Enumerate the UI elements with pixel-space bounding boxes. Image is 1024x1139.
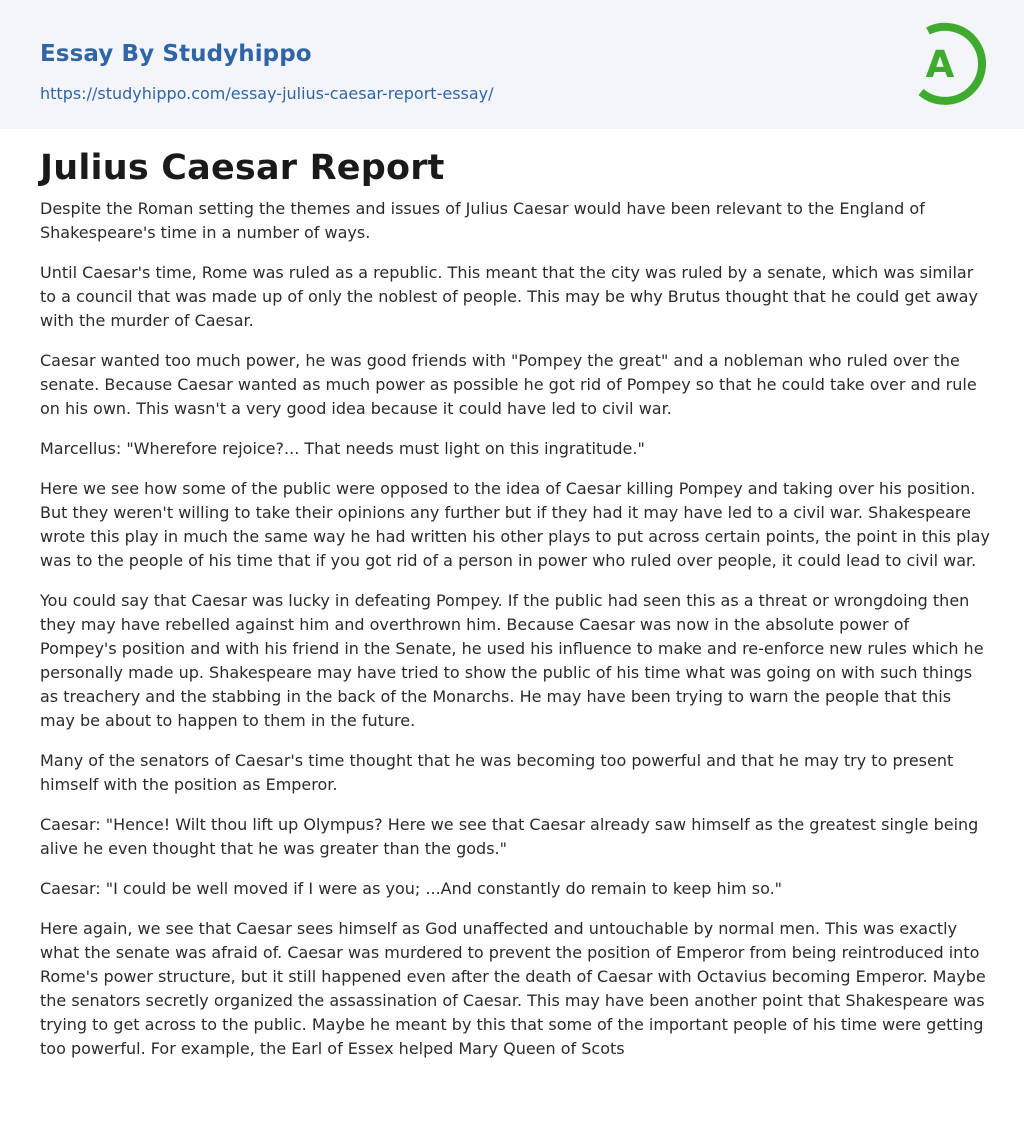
article-paragraph: Here again, we see that Caesar sees himself as God unaffected and untouchable by normal men. This was exactly what the senate was afraid of. Caesar was murdered to prevent the position of Emperor from being reintroduced into Rome's power structure, but it still happened even after the death of Caesar with Octavius becoming Emperor. Maybe the senators secretly organized the assassination of Caesar. This may have been another point that Shakespeare was trying to get across to the public. Maybe he meant by this that some of the important people of his time were getting too powerful. For example, the Earl of Essex helped Mary Queen of Scots (40, 919, 986, 1058)
article-paragraph: Many of the senators of Caesar's time thought that he was becoming too powerful and that he may try to present himself with the position as Emperor. (40, 751, 954, 794)
page-title: Julius Caesar Report (40, 148, 445, 188)
article-paragraph: Here we see how some of the public were opposed to the idea of Caesar killing Pompey and taking over his position. But they weren't willing to take their opinions any further but if they had it may have led to a civil war. Shakespeare wrote this play in much the same way he had written his other plays to put across certain points, the point in this play was to the people of his time that if you got rid of a person in power who ruled over people, it could lead to civil war. (40, 479, 990, 570)
article-paragraph: Until Caesar's time, Rome was ruled as a republic. This meant that the city was ruled by a senate, which was similar to a council that was made up of only the noblest of people. This may be why Brutus thought that he could get away with the murder of Caesar. (40, 263, 978, 330)
article-paragraph: Despite the Roman setting the themes and issues of Julius Caesar would have been relevant to the England of Shakespeare's time in a number of ways. (40, 199, 925, 242)
article (40, 129, 990, 1077)
article-paragraph: Caesar: "Hence! Wilt thou lift up Olympus? Here we see that Caesar already saw himself as the greatest single being alive he even thought that he was greater than the gods." (40, 815, 979, 858)
article-paragraph: Marcellus: "Wherefore rejoice?... That needs must light on this ingratitude." (40, 439, 645, 458)
site-title[interactable]: Essay By Studyhippo (40, 41, 312, 67)
article-paragraph: You could say that Caesar was lucky in defeating Pompey. If the public had seen this as a threat or wrongdoing then they may have rebelled against him and overthrown him. Because Caesar was now in the absolute power of Pompey's position and with his friend in the Senate, he used his influence to make and re-enforce new rules which he personally made up. Shakespeare may have tried to show the public of his time what was going on with such things as treachery and the stabbing in the back of the Monarchs. He may have been trying to warn the people that this may be about to happen to them in the future. (40, 591, 984, 730)
essay-url-link[interactable]: https://studyhippo.com/essay-julius-caesar-report-essay/ (40, 84, 494, 103)
article-paragraph: Caesar: "I could be well moved if I were as you; ...And constantly do remain to keep him so." (40, 879, 783, 898)
article-paragraph: Caesar wanted too much power, he was good friends with "Pompey the great" and a nobleman who ruled over the senate. Because Caesar wanted as much power as possible he got rid of Pompey so that he could take over and rule on his own. This wasn't a very good idea because it could have led to civil war. (40, 351, 977, 418)
site-header (0, 0, 1024, 129)
studyhippo-logo-icon[interactable] (913, 19, 987, 105)
logo-letter: A (925, 43, 955, 86)
